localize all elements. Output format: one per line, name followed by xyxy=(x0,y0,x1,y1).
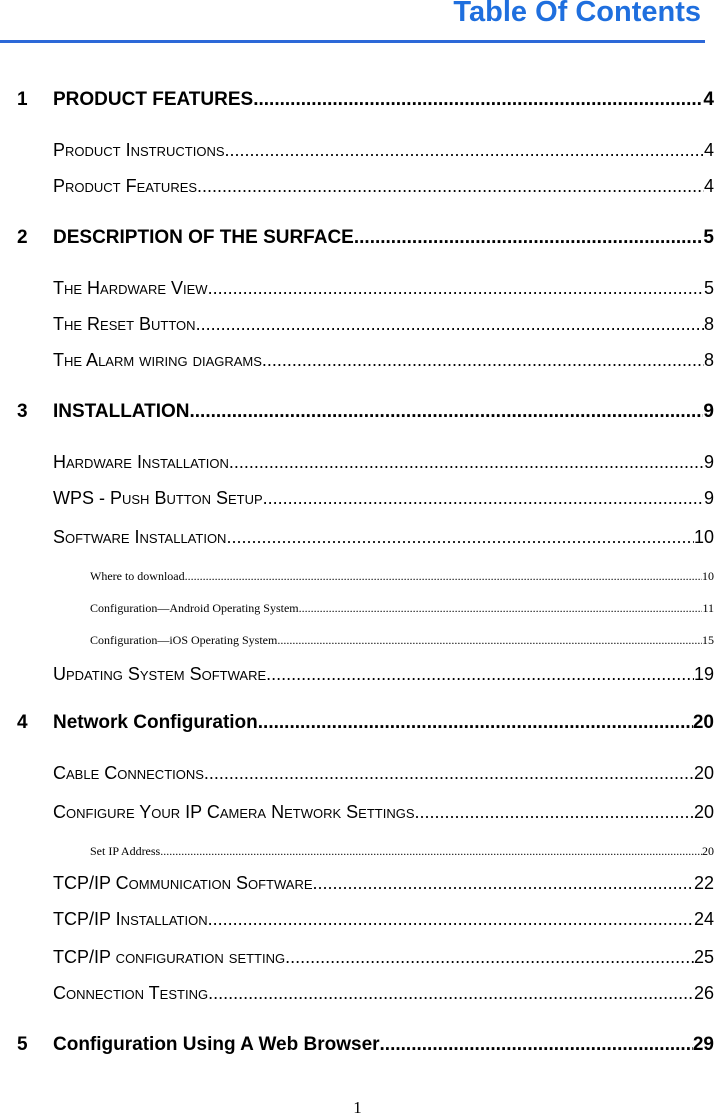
dot-leader xyxy=(313,871,694,895)
toc-entry-title: INSTALLATION xyxy=(53,401,190,422)
toc-entry-title: TCP/IP Installation xyxy=(53,909,208,929)
toc-page-number: 29 xyxy=(692,1034,714,1055)
dot-leader xyxy=(160,842,702,860)
toc-entry-configure-ip-camera[interactable] xyxy=(53,800,714,824)
dot-leader xyxy=(190,399,704,425)
dot-leader xyxy=(266,662,694,686)
page-title: Table Of Contents xyxy=(453,0,701,28)
toc-entry-title: The Alarm wiring diagrams xyxy=(53,350,262,370)
toc-entry-title: DESCRIPTION OF THE SURFACE xyxy=(53,227,354,248)
toc-page-number: 19 xyxy=(693,664,714,684)
dot-leader xyxy=(208,907,694,931)
toc-entry-title: Configuration Using A Web Browser xyxy=(53,1034,380,1055)
toc-page-number: 4 xyxy=(703,140,714,160)
toc-entry-product-features-sub[interactable] xyxy=(53,174,714,198)
toc-page-number: 8 xyxy=(703,350,714,370)
toc-page-number: 24 xyxy=(693,909,714,929)
toc-entry-title: Updating System Software xyxy=(53,664,267,684)
toc-entry-cable-connections[interactable] xyxy=(53,761,714,785)
toc-page-number: 20 xyxy=(702,844,714,858)
toc-entry-title: Configuration—iOS Operating System xyxy=(90,633,278,647)
toc-entry-title: Network Configuration xyxy=(53,712,258,733)
toc-entry-description-of-surface[interactable] xyxy=(17,225,714,251)
toc-section-number: 2 xyxy=(17,227,28,248)
dot-leader xyxy=(354,225,704,251)
toc-page-number: 20 xyxy=(693,763,714,783)
dot-leader xyxy=(380,1032,693,1058)
dot-leader xyxy=(229,450,704,474)
toc-entry-tcpip-communication[interactable] xyxy=(53,871,714,895)
toc-page-number: 26 xyxy=(693,983,714,1003)
toc-entry-title: Hardware Installation xyxy=(53,452,229,472)
toc-section-number: 1 xyxy=(17,89,28,110)
toc-entry-wps-push-button[interactable] xyxy=(53,486,714,510)
toc-page-number: 20 xyxy=(692,712,714,733)
toc-entry-where-to-download[interactable] xyxy=(90,567,714,585)
toc-entry-reset-button[interactable] xyxy=(53,312,714,336)
toc-entry-tcpip-configuration[interactable] xyxy=(53,945,714,969)
toc-entry-title: WPS - Push Button Setup xyxy=(53,488,263,508)
toc-section-number: 5 xyxy=(17,1034,28,1055)
toc-page-number: 22 xyxy=(693,873,714,893)
toc-entry-title: Where to download xyxy=(90,569,185,583)
toc-entry-installation[interactable] xyxy=(17,399,714,425)
dot-leader xyxy=(208,276,704,300)
dot-leader xyxy=(263,486,704,510)
toc-entry-web-browser-config[interactable] xyxy=(17,1032,714,1058)
toc-entry-tcpip-installation[interactable] xyxy=(53,907,714,931)
toc-entry-title: The Hardware View xyxy=(53,278,208,298)
toc-entry-config-ios[interactable] xyxy=(90,631,714,649)
toc-entry-title: Configuration—Android Operating System xyxy=(90,601,299,615)
toc-page-number: 4 xyxy=(703,89,714,110)
toc-entry-updating-software[interactable] xyxy=(53,662,714,686)
toc-page-number: 11 xyxy=(702,601,714,615)
toc-entry-title: TCP/IP configuration setting xyxy=(53,947,286,967)
toc-entry-title: Set IP Address xyxy=(90,844,161,858)
toc-entry-title: The Reset Button xyxy=(53,314,196,334)
dot-leader xyxy=(185,567,702,585)
dot-leader xyxy=(197,174,704,198)
dot-leader xyxy=(225,138,704,162)
toc-entry-hardware-view[interactable] xyxy=(53,276,714,300)
toc-entry-title: Software Installation xyxy=(53,527,227,547)
toc-entry-title: Product Instructions xyxy=(53,140,225,160)
toc-entry-title: Product Features xyxy=(53,176,198,196)
toc-section-number: 3 xyxy=(17,401,28,422)
dot-leader xyxy=(253,87,703,113)
dot-leader xyxy=(208,981,694,1005)
toc-section-number: 4 xyxy=(17,712,28,733)
toc-entry-title: Cable Connections xyxy=(53,763,204,783)
toc-page-number: 9 xyxy=(703,488,714,508)
dot-leader xyxy=(226,525,694,549)
toc-page-number: 9 xyxy=(703,401,714,422)
toc-page-number: 10 xyxy=(702,569,714,583)
toc-entry-title: TCP/IP Communication Software xyxy=(53,873,313,893)
dot-leader xyxy=(258,710,693,736)
toc-page-number: 9 xyxy=(703,452,714,472)
toc-entry-title: PRODUCT FEATURES xyxy=(53,89,254,110)
toc-entry-hardware-installation[interactable] xyxy=(53,450,714,474)
toc-entry-title: Configure Your IP Camera Network Settings xyxy=(53,802,415,822)
dot-leader xyxy=(285,945,694,969)
dot-leader xyxy=(204,761,694,785)
toc-page-number: 5 xyxy=(703,227,714,248)
toc-page-number: 15 xyxy=(702,633,714,647)
toc-page-number: 8 xyxy=(703,314,714,334)
toc-entry-product-instructions[interactable] xyxy=(53,138,714,162)
toc-page-number: 4 xyxy=(703,176,714,196)
toc-page-number: 20 xyxy=(693,802,714,822)
dot-leader xyxy=(299,599,703,617)
toc-page-number: 5 xyxy=(703,278,714,298)
toc-entry-product-features[interactable] xyxy=(17,87,714,113)
dot-leader xyxy=(415,800,694,824)
toc-entry-config-android[interactable] xyxy=(90,599,714,617)
dot-leader xyxy=(277,631,702,649)
toc-entry-set-ip-address[interactable] xyxy=(90,842,714,860)
toc-entry-title: Connection Testing xyxy=(53,983,209,1003)
dot-leader xyxy=(262,348,704,372)
toc-page-number: 10 xyxy=(693,527,714,547)
dot-leader xyxy=(196,312,704,336)
toc-entry-connection-testing[interactable] xyxy=(53,981,714,1005)
page-number-footer: 1 xyxy=(353,1098,362,1117)
toc-entry-software-installation[interactable] xyxy=(53,525,714,549)
toc-page-number: 25 xyxy=(693,947,714,967)
toc-entry-alarm-wiring[interactable] xyxy=(53,348,714,372)
toc-entry-network-configuration[interactable] xyxy=(17,710,714,736)
